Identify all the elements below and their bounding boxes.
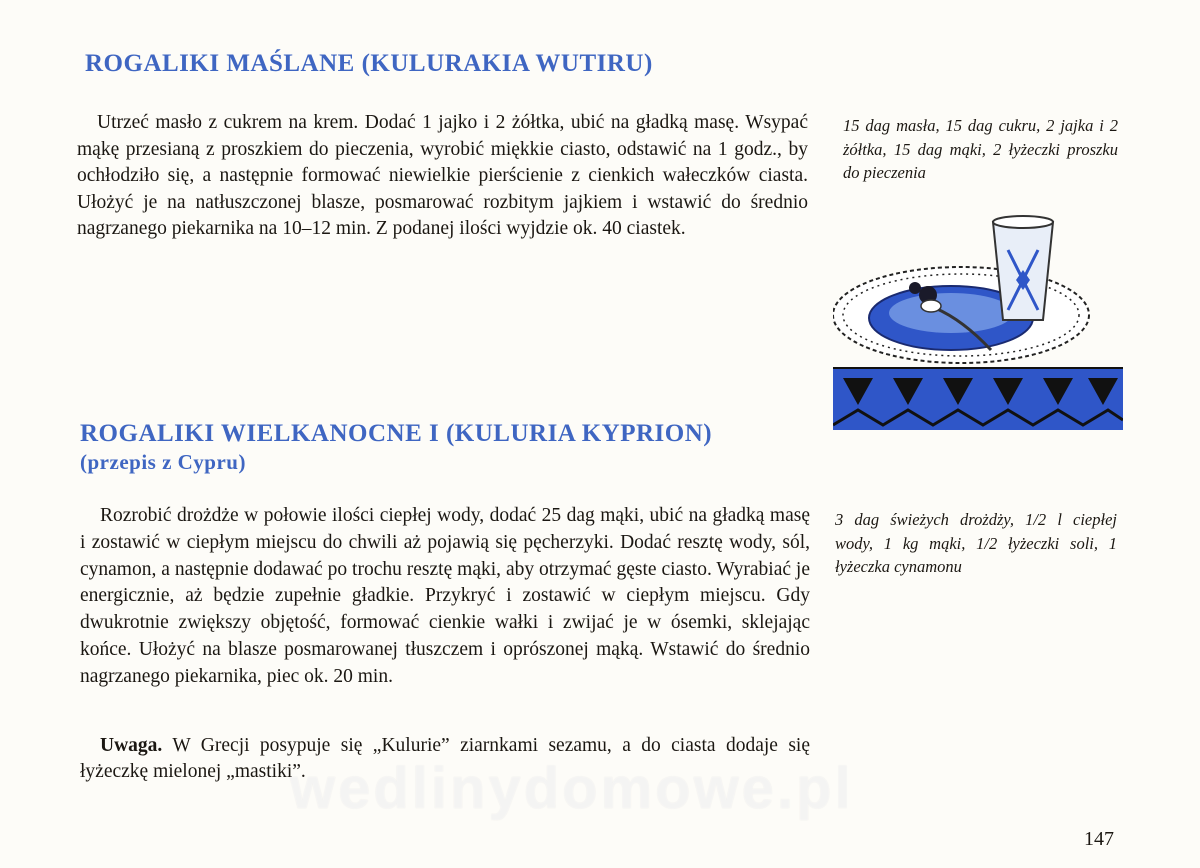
recipe1-ingredients: 15 dag masła, 15 dag cukru, 2 jajka i 2 żółtka, 15 dag mąki, 2 łyżeczki proszku do pieczenia bbox=[843, 116, 1118, 182]
recipe1-title: ROGALIKI MAŚLANE (KULURAKIA WUTIRU) bbox=[85, 50, 653, 77]
recipe2-ingredients: 3 dag świeżych drożdży, 1/2 l ciepłej wody, 1 kg mąki, 1/2 łyżeczki soli, 1 łyżeczka cynamonu bbox=[835, 510, 1117, 576]
recipe2-title: ROGALIKI WIELKANOCNE I (KULURIA KYPRION) bbox=[80, 420, 713, 447]
recipe2-body: Rozrobić drożdże w połowie ilości ciepłej wody, dodać 25 dag mąki, ubić na gładką masę i zostawić w ciepłym miejscu do chwili aż pojawią się pęcherzyki. Dodać resztę wody, sól, cynamon, a następnie dodawać po trochu resztę mąki, aby otrzymać gęste ciasto. Wyrabiać je energicznie, aż będzie zupełnie gładkie. Przykryć i zostawić w ciepłym miejscu. Gdy dwukrotnie zwiększy objętość, formować cienkie wałki i zwijać je w ósemki, sklejając końce. Ułożyć na blasze posmarowanej tłuszczem i oprószonej mąką. Wstawić do średnio nagrzanego piekarnika, piec ok. 20 min. bbox=[80, 505, 810, 687]
note-label: Uwaga. bbox=[100, 735, 163, 756]
note-text: W Grecji posypuje się „Kulurie” ziarnkami sezamu, a do ciasta dodaje się łyżeczkę mielonej „mastiki”. bbox=[80, 735, 810, 783]
recipe2-subtitle: (przepis z Cypru) bbox=[80, 450, 246, 474]
watermark: wedlinydomowe.pl bbox=[290, 756, 854, 821]
tray-glass-illustration bbox=[833, 210, 1123, 430]
page-number: 147 bbox=[1084, 828, 1114, 850]
recipe1-body: Utrzeć masło z cukrem na krem. Dodać 1 jajko i 2 żółtka, ubić na gładką masę. Wsypać mąkę przesianą z proszkiem do pieczenia, wyrobić miękkie ciasto, odstawić na 1 godz., by ochłodziło się, a następnie formować niewielkie pierścienie z cienkich wałeczków ciasta. Ułożyć je na natłuszczonej blasze, posmarować rozbitym jajkiem i wstawić do średnio nagrzanego piekarnika na 10–12 min. Z podanej ilości wyjdzie ok. 40 ciastek. bbox=[77, 112, 808, 240]
